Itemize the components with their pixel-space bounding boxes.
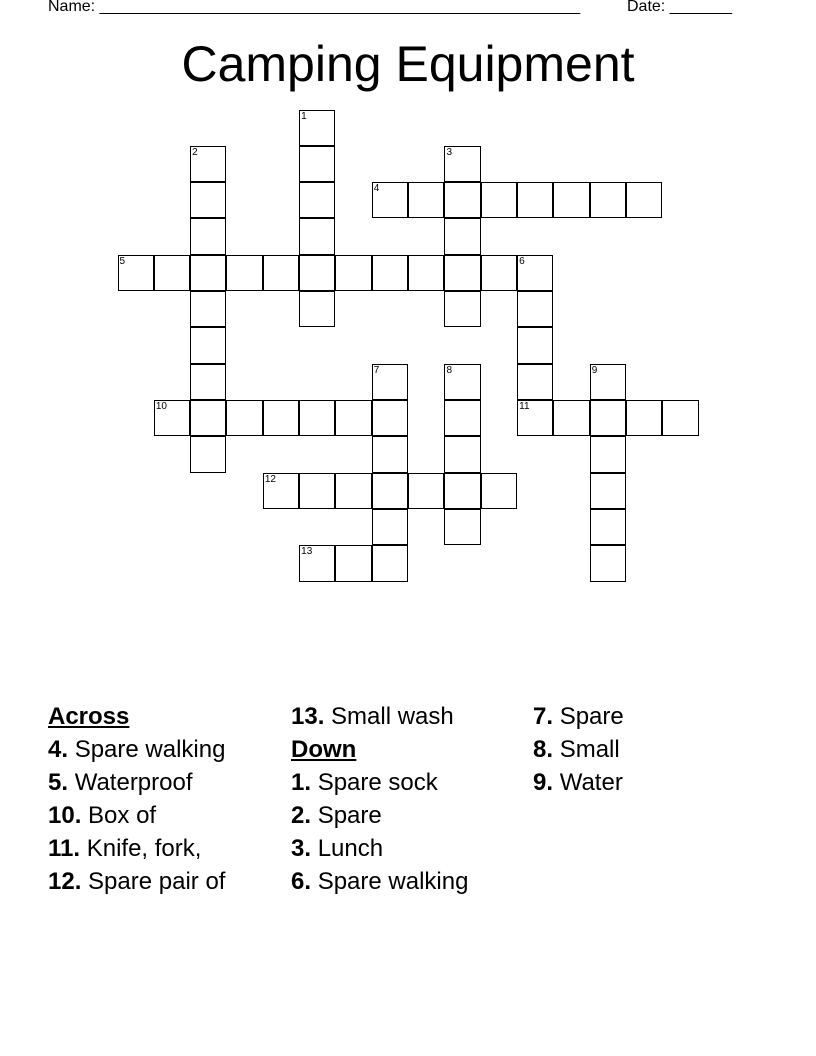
clue-number: 4. xyxy=(48,736,69,763)
grid-cell[interactable] xyxy=(444,436,480,472)
clue-number: 6. xyxy=(291,868,312,895)
grid-cell[interactable] xyxy=(444,473,480,509)
grid-cell[interactable] xyxy=(590,436,626,472)
grid-cell[interactable] xyxy=(118,255,154,291)
clue-text: Knife, fork, xyxy=(86,835,202,862)
grid-cell[interactable] xyxy=(263,473,299,509)
grid-cell[interactable] xyxy=(154,400,190,436)
cell-number: 11 xyxy=(519,401,530,413)
down-clue-8 xyxy=(533,736,758,764)
clues-column-2 xyxy=(291,703,516,901)
down-clue-3 xyxy=(291,835,516,863)
down-clue-6 xyxy=(291,868,516,896)
grid-cell[interactable] xyxy=(517,364,553,400)
grid-cell[interactable] xyxy=(226,400,262,436)
grid-cell[interactable] xyxy=(190,327,226,363)
grid-cell[interactable] xyxy=(481,182,517,218)
clue-number: 8. xyxy=(533,736,554,763)
grid-cell[interactable] xyxy=(444,509,480,545)
across-clue-13 xyxy=(291,703,516,731)
clue-number: 2. xyxy=(291,802,312,829)
grid-cell[interactable] xyxy=(481,473,517,509)
grid-cell[interactable] xyxy=(190,146,226,182)
clue-number: 12. xyxy=(48,868,82,895)
grid-cell[interactable] xyxy=(444,182,480,218)
grid-cell[interactable] xyxy=(408,473,444,509)
clue-number: 3. xyxy=(291,835,312,862)
grid-cell[interactable] xyxy=(190,364,226,400)
grid-cell[interactable] xyxy=(553,182,589,218)
cell-number: 1 xyxy=(301,110,307,122)
grid-cell[interactable] xyxy=(299,473,335,509)
cell-number: 8 xyxy=(446,364,453,376)
clue-text: Spare walking xyxy=(74,736,226,763)
cell-number: 12 xyxy=(264,473,276,485)
cell-number: 2 xyxy=(192,146,198,158)
grid-cell[interactable] xyxy=(590,400,626,436)
grid-cell[interactable] xyxy=(590,182,626,218)
grid-cell[interactable] xyxy=(444,291,480,327)
clue-text: Spare xyxy=(559,703,624,730)
grid-cell[interactable] xyxy=(372,509,408,545)
down-heading: Down xyxy=(291,736,357,763)
down-clue-9 xyxy=(533,769,758,797)
cell-number: 13 xyxy=(301,546,313,558)
grid-cell[interactable] xyxy=(190,436,226,472)
grid-cell[interactable] xyxy=(263,255,299,291)
clue-number: 11. xyxy=(48,835,81,862)
clue-text: Water xyxy=(559,769,623,796)
grid-cell[interactable] xyxy=(444,255,480,291)
grid-cell[interactable] xyxy=(590,509,626,545)
grid-cell[interactable] xyxy=(553,400,589,436)
grid-cell[interactable] xyxy=(190,255,226,291)
cell-number: 6 xyxy=(519,255,525,267)
across-clue-12 xyxy=(48,868,273,896)
grid-cell[interactable] xyxy=(299,400,335,436)
grid-cell[interactable] xyxy=(372,436,408,472)
grid-cell[interactable] xyxy=(408,182,444,218)
grid-cell[interactable] xyxy=(263,400,299,436)
grid-cell[interactable] xyxy=(335,255,371,291)
across-heading: Across xyxy=(48,703,130,730)
clue-text: Spare sock xyxy=(317,769,438,796)
grid-cell[interactable] xyxy=(299,182,335,218)
across-clue-5 xyxy=(48,769,273,797)
grid-cell[interactable] xyxy=(590,545,626,581)
clue-text: Box of xyxy=(88,802,157,829)
grid-cell[interactable] xyxy=(299,255,335,291)
grid-cell[interactable] xyxy=(590,364,626,400)
grid-cell[interactable] xyxy=(335,545,371,581)
clue-number: 1. xyxy=(291,769,312,796)
clue-number: 9. xyxy=(533,769,554,796)
grid-cell[interactable] xyxy=(335,400,371,436)
name-field-label: Name: ______________________________________________________ xyxy=(48,0,581,15)
across-clue-4 xyxy=(48,736,273,764)
grid-cell[interactable] xyxy=(190,400,226,436)
grid-cell[interactable] xyxy=(154,255,190,291)
clue-number: 7. xyxy=(533,703,554,730)
across-clue-10 xyxy=(48,802,273,830)
down-clue-2 xyxy=(291,802,516,830)
grid-cell[interactable] xyxy=(626,182,662,218)
grid-cell[interactable] xyxy=(299,291,335,327)
down-clue-7 xyxy=(533,703,758,731)
grid-cell[interactable] xyxy=(517,182,553,218)
clue-number: 5. xyxy=(48,769,69,796)
cell-number: 3 xyxy=(446,146,453,158)
grid-cell[interactable] xyxy=(299,545,335,581)
clue-text: Small xyxy=(559,736,620,763)
clue-text: Spare pair of xyxy=(88,868,226,895)
grid-cell[interactable] xyxy=(372,364,408,400)
grid-cell[interactable] xyxy=(372,182,408,218)
clues-column-3 xyxy=(533,703,758,802)
grid-cell[interactable] xyxy=(190,291,226,327)
grid-cell[interactable] xyxy=(517,400,553,436)
grid-cell[interactable] xyxy=(190,218,226,254)
grid-cell[interactable] xyxy=(517,327,553,363)
clue-number: 13. xyxy=(291,703,325,730)
grid-cell[interactable] xyxy=(299,146,335,182)
clue-text: Spare xyxy=(317,802,382,829)
grid-cell[interactable] xyxy=(517,291,553,327)
cell-number: 9 xyxy=(591,364,598,376)
grid-cell[interactable] xyxy=(408,255,444,291)
across-clue-11 xyxy=(48,835,273,863)
grid-cell[interactable] xyxy=(372,400,408,436)
cell-number: 5 xyxy=(119,255,126,267)
grid-cell[interactable] xyxy=(662,400,698,436)
grid-cell[interactable] xyxy=(226,255,262,291)
clue-number: 10. xyxy=(48,802,82,829)
grid-cell[interactable] xyxy=(372,473,408,509)
cell-number: 10 xyxy=(155,401,167,413)
grid-cell[interactable] xyxy=(444,364,480,400)
clues-column-1 xyxy=(48,703,273,901)
grid-cell[interactable] xyxy=(517,255,553,291)
cell-number: 4 xyxy=(373,183,380,195)
clue-text: Waterproof xyxy=(74,769,193,796)
grid-cell[interactable] xyxy=(335,473,371,509)
grid-cell[interactable] xyxy=(444,218,480,254)
grid-cell[interactable] xyxy=(372,255,408,291)
clue-text: Lunch xyxy=(317,835,384,862)
grid-cell[interactable] xyxy=(590,473,626,509)
down-clue-1 xyxy=(291,769,516,797)
grid-cell[interactable] xyxy=(444,146,480,182)
grid-cell[interactable] xyxy=(190,182,226,218)
clue-text: Spare walking xyxy=(317,868,469,895)
grid-cell[interactable] xyxy=(299,218,335,254)
grid-cell[interactable] xyxy=(372,545,408,581)
grid-cell[interactable] xyxy=(299,110,335,146)
clue-text: Small wash xyxy=(331,703,454,730)
puzzle-title: Camping Equipment xyxy=(181,36,635,92)
grid-cell[interactable] xyxy=(626,400,662,436)
cell-number: 7 xyxy=(373,364,380,376)
date-field-label: Date: _______ xyxy=(627,0,732,15)
grid-cell[interactable] xyxy=(481,255,517,291)
grid-cell[interactable] xyxy=(444,400,480,436)
